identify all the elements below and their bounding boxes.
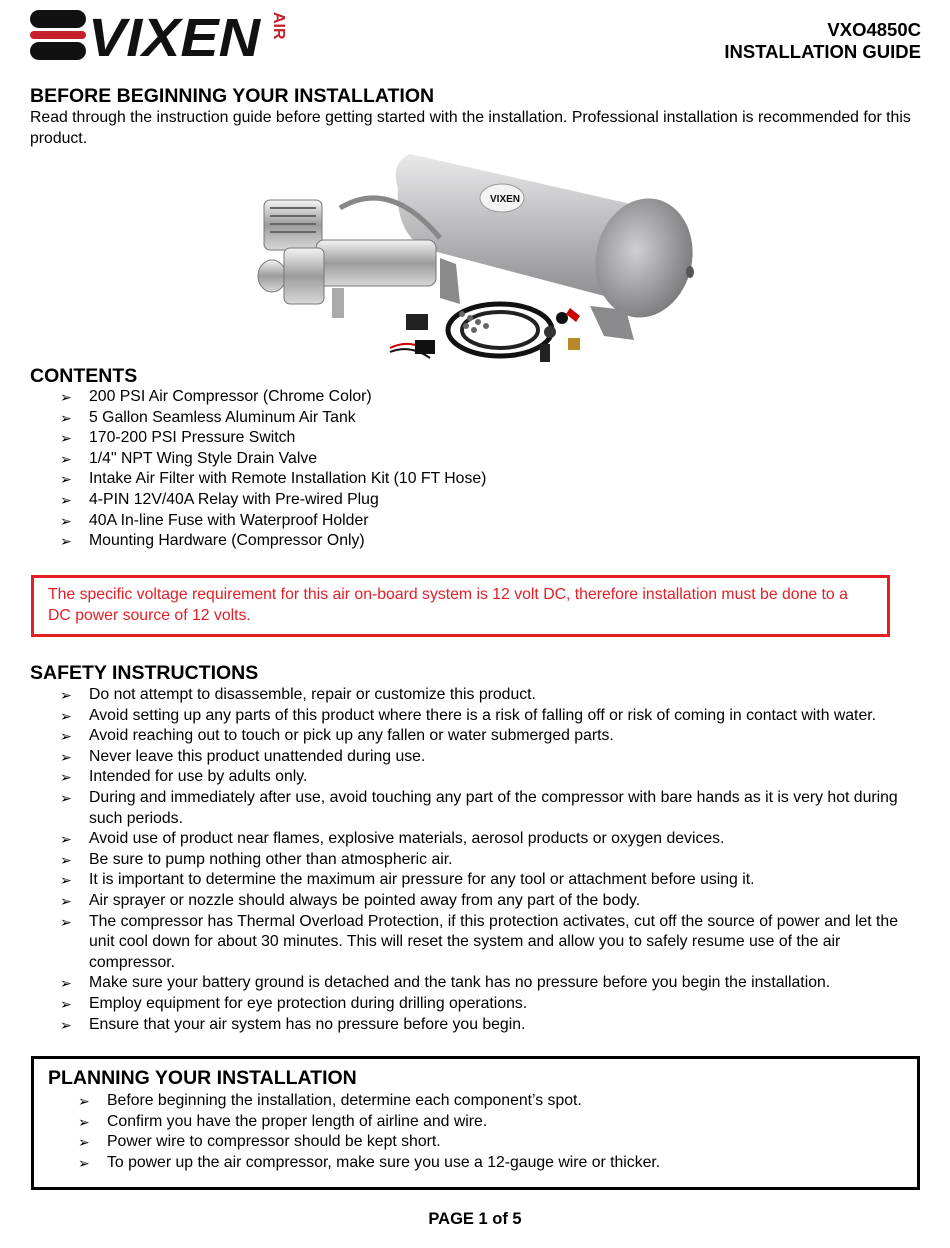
arrow-bullet-icon: ➢ xyxy=(60,491,72,508)
list-item: ➢ It is important to determine the maximum air pressure for any tool or attachment before using it. xyxy=(30,870,922,891)
tank-logo-label: VIXEN xyxy=(490,194,521,205)
list-item: ➢ 170-200 PSI Pressure Switch xyxy=(30,428,922,449)
vixen-air-logo xyxy=(30,6,292,64)
arrow-bullet-icon: ➢ xyxy=(60,430,72,447)
list-item: ➢ Before beginning the installation, determine each component’s spot. xyxy=(48,1091,660,1112)
arrow-bullet-icon: ➢ xyxy=(60,831,72,848)
list-item: ➢ Intake Air Filter with Remote Installation Kit (10 FT Hose) xyxy=(30,469,922,490)
list-item: ➢ Air sprayer or nozzle should always be pointed away from any part of the body. xyxy=(30,891,922,912)
planning-box xyxy=(31,1056,920,1190)
list-item: ➢ During and immediately after use, avoid touching any part of the compressor with bare hands as it is very hot during such periods. xyxy=(60,788,898,827)
list-item: ➢ Employ equipment for eye protection during drilling operations. xyxy=(30,994,922,1015)
list-item: ➢ Power wire to compressor should be kept short. xyxy=(48,1132,660,1153)
list-item: ➢ Confirm you have the proper length of airline and wire. xyxy=(48,1112,660,1133)
arrow-bullet-icon: ➢ xyxy=(60,707,72,724)
arrow-bullet-icon: ➢ xyxy=(60,748,72,765)
voltage-warning-box: The specific voltage requirement for this air on-board system is 12 volt DC, therefore installation must be done to a DC power source of 12 volts. xyxy=(31,575,890,637)
arrow-bullet-icon: ➢ xyxy=(78,1093,90,1109)
document-title: INSTALLATION GUIDE xyxy=(724,41,921,62)
before-text: Read through the instruction guide before getting started with the installation. Professional installation is recommended for this product. xyxy=(30,109,911,147)
list-item: ➢ 4-PIN 12V/40A Relay with Pre-wired Plug xyxy=(30,490,922,511)
list-item: ➢ Mounting Hardware (Compressor Only) xyxy=(30,531,922,552)
list-item: ➢ 1/4" NPT Wing Style Drain Valve xyxy=(30,449,922,470)
arrow-bullet-icon: ➢ xyxy=(60,450,72,467)
planning-heading: PLANNING YOUR INSTALLATION xyxy=(48,1067,357,1089)
list-item: ➢ Do not attempt to disassemble, repair or customize this product. xyxy=(30,685,922,706)
list-item: ➢ Make sure your battery ground is detached and the tank has no pressure before you begin the installation. xyxy=(30,973,922,994)
list-item: ➢ To power up the air compressor, make sure you use a 12-gauge wire or thicker. xyxy=(48,1153,660,1174)
contents-heading: CONTENTS xyxy=(30,365,138,387)
arrow-bullet-icon: ➢ xyxy=(60,769,72,786)
arrow-bullet-icon: ➢ xyxy=(60,892,72,909)
list-item: ➢ 5 Gallon Seamless Aluminum Air Tank xyxy=(30,408,922,429)
list-item: ➢ Avoid use of product near flames, explosive materials, aerosol products or oxygen devices. xyxy=(30,829,922,850)
arrow-bullet-icon: ➢ xyxy=(60,471,72,488)
arrow-bullet-icon: ➢ xyxy=(60,533,72,550)
arrow-bullet-icon: ➢ xyxy=(60,512,72,529)
list-item: ➢ Avoid setting up any parts of this product where there is a risk of falling off or risk of coming in contact with water. xyxy=(30,706,922,727)
product-photo xyxy=(240,148,700,370)
before-heading: BEFORE BEGINNING YOUR INSTALLATION xyxy=(30,85,435,107)
planning-list xyxy=(48,1091,660,1173)
document-header xyxy=(724,19,921,63)
list-item: ➢ 200 PSI Air Compressor (Chrome Color) xyxy=(30,387,922,408)
arrow-bullet-icon: ➢ xyxy=(60,1016,72,1033)
arrow-bullet-icon: ➢ xyxy=(60,913,72,930)
arrow-bullet-icon: ➢ xyxy=(78,1113,90,1130)
arrow-bullet-icon: ➢ xyxy=(60,728,72,745)
list-item: ➢ 40A In-line Fuse with Waterproof Holder xyxy=(30,511,922,532)
installation-kit xyxy=(390,304,580,362)
list-item: ➢ Avoid reaching out to touch or pick up any fallen or water submerged parts. xyxy=(30,726,922,747)
arrow-bullet-icon: ➢ xyxy=(78,1154,90,1171)
logo-wordmark: VIXEN xyxy=(88,8,262,64)
list-item: ➢ The compressor has Thermal Overload Protection, if this protection activates, cut off the source of power and let the unit cool down for about 30 minutes. This will reset the system and allow you to safely resume use of the air compressor. xyxy=(60,912,898,971)
arrow-bullet-icon: ➢ xyxy=(60,389,72,405)
air-tank xyxy=(396,154,700,340)
list-item: ➢ Never leave this product unattended during use. xyxy=(30,747,922,768)
model-number: VXO4850C xyxy=(827,19,921,40)
arrow-bullet-icon: ➢ xyxy=(60,789,72,806)
arrow-bullet-icon: ➢ xyxy=(78,1134,90,1151)
page-number: PAGE 1 of 5 xyxy=(428,1210,522,1228)
list-item: ➢ Be sure to pump nothing other than atmospheric air. xyxy=(30,850,922,871)
arrow-bullet-icon: ➢ xyxy=(60,995,72,1012)
arrow-bullet-icon: ➢ xyxy=(60,409,72,426)
safety-list xyxy=(30,685,922,1035)
list-item: ➢ Intended for use by adults only. xyxy=(30,767,922,788)
arrow-bullet-icon: ➢ xyxy=(60,851,72,868)
arrow-bullet-icon: ➢ xyxy=(60,975,72,992)
arrow-bullet-icon: ➢ xyxy=(60,872,72,889)
contents-list xyxy=(30,387,922,552)
arrow-bullet-icon: ➢ xyxy=(60,687,72,703)
list-item: ➢ Ensure that your air system has no pressure before you begin. xyxy=(30,1015,922,1036)
logo-air: AIR xyxy=(270,12,287,40)
safety-heading: SAFETY INSTRUCTIONS xyxy=(30,662,259,684)
